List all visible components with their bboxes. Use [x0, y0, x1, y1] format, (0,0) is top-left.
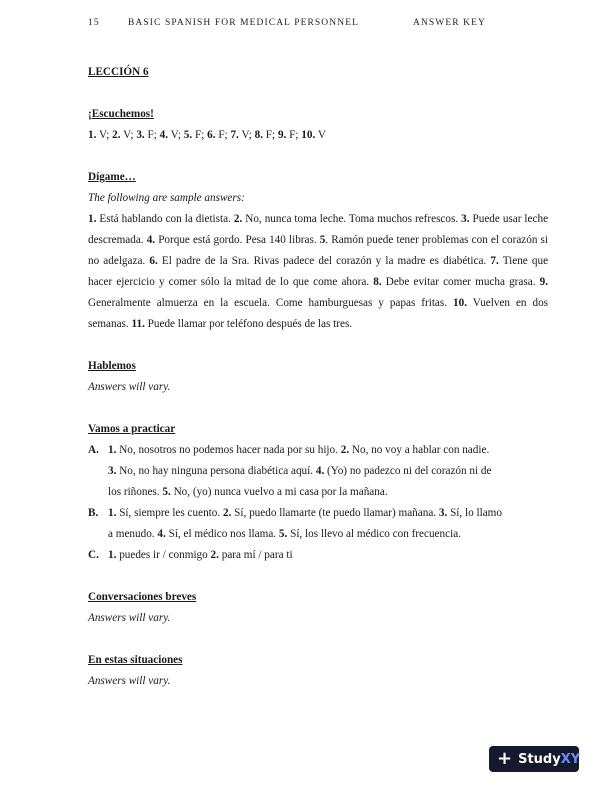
answer-number: 8. — [373, 276, 382, 288]
answer-text: El padre de la Sra. Rivas padece del corazón y la madre es diabética. — [161, 255, 487, 267]
answer-text: No, nunca toma leche. Toma muchos refrescos. — [245, 213, 459, 225]
answer-value: V — [317, 129, 326, 141]
vamos-answers — [88, 440, 548, 566]
answer-value: F — [289, 129, 296, 141]
practice-group — [88, 440, 548, 503]
answer-text: Debe evitar comer mucha grasa. — [385, 276, 536, 288]
escuchemos-answers: 1. V; 2. V; 3. F; 4. V; 5. F; 6. F; 7. V; 8. F; 9. F; 10. V — [88, 129, 326, 141]
plus-icon: + — [497, 748, 513, 769]
answer-text: Puede usar leche descremada. — [88, 213, 549, 246]
situaciones-note: Answers will vary. — [88, 675, 171, 687]
conversaciones-note: Answers will vary. — [88, 612, 171, 624]
answer-number: 3. — [438, 507, 448, 519]
answer-text: Tiene que hacer ejercicio y comer sólo la mitad de lo que come ahora. — [88, 255, 549, 288]
answer-text: No, nosotros no podemos hacer nada por su hijo. — [119, 444, 338, 456]
answer-text: Sí, siempre les cuento. — [119, 507, 221, 519]
conversaciones-heading: Conversaciones breves — [88, 591, 197, 603]
practice-line — [108, 545, 548, 566]
answer-number: 4. — [157, 528, 166, 540]
brand-logo: StudyXY — [518, 751, 581, 767]
answer-number: 3. — [136, 129, 145, 141]
answer-text: para mí / para ti — [221, 549, 293, 561]
answer-number: 2. — [233, 213, 243, 225]
answer-number: 5. — [183, 129, 193, 141]
answer-number: 4. — [315, 465, 325, 477]
answer-text: a menudo. — [108, 528, 155, 540]
answer-text: No, no voy a hablar con nadie. — [351, 444, 490, 456]
answer-number: 10. — [453, 297, 468, 309]
answer-text: Porque está gordo. Pesa 140 libras. — [158, 234, 317, 246]
digame-heading: Dígame… — [88, 171, 136, 183]
answer-number: 5 — [319, 234, 326, 246]
answer-text: Vuelven en dos semanas. — [88, 297, 549, 330]
answer-text: No, no hay ninguna persona diabética aquí. — [119, 465, 314, 477]
answer-number: 1. — [88, 213, 97, 225]
situaciones-heading: En estas situaciones — [88, 654, 183, 666]
answer-number: 1. — [108, 444, 117, 456]
answer-value: F — [218, 129, 225, 141]
answer-number: 2. — [222, 507, 232, 519]
answer-text: No, (yo) nunca vuelvo a mi casa por la mañana. — [173, 486, 388, 498]
answer-number: 8. — [254, 129, 263, 141]
hablemos-note: Answers will vary. — [88, 381, 171, 393]
answer-text: Sí, puedo llamarte (te puedo llamar) mañana. — [234, 507, 437, 519]
answer-text: (Yo) no padezco ni del corazón ni de — [327, 465, 492, 477]
answer-key-content — [88, 62, 548, 692]
answer-number: 1. — [108, 507, 117, 519]
answer-text: Está hablando con la dietista. — [99, 213, 231, 225]
answer-text: Puede llamar por teléfono después de las tres. — [147, 318, 353, 330]
escuchemos-heading: ¡Escuchemos! — [88, 108, 154, 120]
answer-value: F — [194, 129, 202, 141]
answer-number: 3. — [108, 465, 117, 477]
group-label: B. — [88, 507, 99, 519]
group-label: C. — [88, 549, 99, 561]
practice-line — [108, 482, 548, 503]
answer-text: puedes ir / conmigo — [119, 549, 208, 561]
answer-number: 4. — [159, 129, 169, 141]
answer-number: 2. — [112, 129, 121, 141]
answer-value: F — [147, 129, 154, 141]
answer-number: 5. — [278, 528, 288, 540]
answer-value: V — [123, 129, 131, 141]
answer-text: los riñones. — [108, 486, 160, 498]
answer-number: 3. — [461, 213, 470, 225]
practice-group — [88, 503, 548, 545]
answer-number: 1. — [88, 129, 97, 141]
answer-text: . Ramón puede tener problemas con el corazón si no adelgaza. — [88, 234, 549, 267]
answer-number: 2. — [340, 444, 350, 456]
answer-value: V — [170, 129, 178, 141]
answer-value: V — [99, 129, 107, 141]
answer-number: 7. — [230, 129, 239, 141]
answer-number: 4. — [146, 234, 156, 246]
answer-number: 2. — [210, 549, 219, 561]
page-number: 15 — [88, 18, 100, 28]
answer-number: 6. — [207, 129, 216, 141]
answer-text: Sí, los llevo al médico con frecuencia. — [290, 528, 461, 540]
answer-number: 1. — [108, 549, 117, 561]
studyxy-watermark — [489, 746, 579, 772]
answer-text: Sí, lo llamo — [450, 507, 502, 519]
digame-subtitle: The following are sample answers: — [88, 192, 245, 204]
vamos-heading: Vamos a practicar — [88, 423, 176, 435]
practice-line — [108, 503, 548, 524]
answer-number: 9. — [277, 129, 287, 141]
lesson-title: LECCIÓN 6 — [88, 66, 149, 78]
answer-number: 7. — [490, 255, 499, 267]
book-title: BASIC SPANISH FOR MEDICAL PERSONNEL — [128, 18, 359, 28]
section-label: ANSWER KEY — [413, 18, 487, 28]
answer-value: V — [241, 129, 249, 141]
practice-group — [88, 545, 548, 566]
hablemos-heading: Hablemos — [88, 360, 136, 372]
answer-number: 11. — [131, 318, 145, 330]
answer-text: Sí, el médico nos llama. — [168, 528, 277, 540]
group-label: A. — [88, 444, 99, 456]
answer-text: Generalmente almuerza en la escuela. Come hamburguesas y papas fritas. — [88, 297, 448, 309]
answer-number: 6. — [149, 255, 158, 267]
answer-number: 10. — [301, 129, 316, 141]
answer-number: 9. — [539, 276, 549, 288]
answer-value: F — [265, 129, 273, 141]
practice-line — [108, 440, 548, 461]
practice-line — [108, 461, 548, 482]
practice-line — [108, 524, 548, 545]
digame-answers — [88, 209, 548, 335]
answer-number: 5. — [162, 486, 171, 498]
